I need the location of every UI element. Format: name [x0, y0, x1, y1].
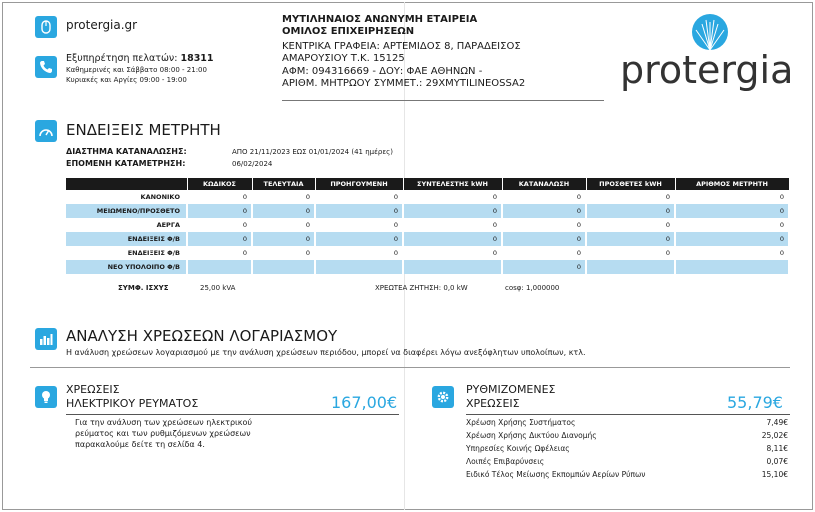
table-cell: 0: [315, 204, 403, 218]
meter-table: [66, 178, 790, 274]
power-value: 25,00 kVA: [200, 284, 236, 292]
table-cell: 0: [586, 190, 675, 204]
service-label: Εξυπηρέτηση πελατών:: [66, 53, 178, 64]
table-cell: 0: [252, 232, 315, 246]
column-header: ΠΡΟΗΓΟΥΜΕΝΗ: [315, 178, 403, 190]
table-cell: 0: [187, 190, 252, 204]
table-cell: 0: [187, 246, 252, 260]
table-cell: 0: [586, 204, 675, 218]
table-cell: 0: [187, 204, 252, 218]
next-reading-value: 06/02/2024: [232, 160, 273, 168]
table-cell: 0: [403, 232, 502, 246]
electricity-note-3: παρακαλούμε δείτε τη σελίδα 4.: [75, 440, 205, 449]
charge-value: 7,49€: [766, 418, 788, 427]
row-label: ΕΝΔΕΙΞΕΙΣ Φ/Β: [66, 232, 187, 246]
charge-label: Χρέωση Χρήσης Συστήματος: [466, 418, 576, 427]
charge-value: 8,11€: [766, 444, 788, 453]
table-cell: 0: [675, 190, 789, 204]
regulated-title-1: ΡΥΘΜΙΖΟΜΕΝΕΣ: [466, 383, 556, 396]
service-number[interactable]: 18311: [180, 53, 214, 64]
table-cell: 0: [586, 232, 675, 246]
regulated-divider: [466, 414, 790, 415]
cosphi-value: cosφ: 1,000000: [505, 284, 560, 292]
table-cell: 0: [315, 246, 403, 260]
list-item: [466, 416, 788, 429]
electricity-title-1: ΧΡΕΩΣΕΙΣ: [66, 383, 120, 396]
table-cell: 0: [403, 246, 502, 260]
row-label: ΚΑΝΟΝΙΚΟ: [66, 190, 187, 204]
demand-value: ΧΡΕΩΤΕΑ ΖΗΤΗΣΗ: 0,0 kW: [375, 284, 468, 292]
row-label: ΜΕΙΩΜΕΝΟ/ΠΡΟΣΘΕΤΟ: [66, 204, 187, 218]
table-row: [66, 246, 789, 260]
list-item: [466, 442, 788, 455]
charge-label: Χρέωση Χρήσης Δικτύου Διανομής: [466, 431, 597, 440]
charge-label: Λοιπές Επιβαρύνσεις: [466, 457, 545, 466]
hours-weekdays: Καθημερινές και Σάββατο 08:00 - 21:00: [66, 66, 207, 74]
table-cell: 0: [252, 246, 315, 260]
table-cell: 0: [675, 246, 789, 260]
mouse-icon: [35, 16, 57, 38]
table-cell: 0: [675, 232, 789, 246]
column-header: ΚΑΤΑΝΑΛΩΣΗ: [502, 178, 586, 190]
table-cell: 0: [502, 246, 586, 260]
gauge-icon: [35, 120, 57, 142]
period-value: ΑΠΟ 21/11/2023 ΕΩΣ 01/01/2024 (41 ημέρες): [232, 148, 393, 156]
analysis-title: ΑΝΑΛΥΣΗ ΧΡΕΩΣΕΩΝ ΛΟΓΑΡΙΑΣΜΟΥ: [66, 327, 338, 345]
table-cell: [675, 260, 789, 274]
table-cell: [315, 260, 403, 274]
column-header: ΣΥΝΤΕΛΕΣΤΗΣ kWH: [403, 178, 502, 190]
row-label: ΝΕΟ ΥΠΟΛΟΙΠΟ Φ/Β: [66, 260, 187, 274]
regulated-title-2: ΧΡΕΩΣΕΙΣ: [466, 397, 520, 410]
table-cell: 0: [403, 204, 502, 218]
table-cell: 0: [403, 218, 502, 232]
table-row: [66, 218, 789, 232]
table-row: [66, 190, 789, 204]
regulated-amount: 55,79€: [727, 393, 783, 412]
charge-value: 25,02€: [761, 431, 788, 440]
table-cell: 0: [315, 232, 403, 246]
list-item: [466, 455, 788, 468]
header-empty: [66, 178, 187, 190]
table-row: [66, 232, 789, 246]
electricity-amount: 167,00€: [331, 393, 398, 412]
analysis-divider: [30, 367, 790, 368]
meter-title: ΕΝΔΕΙΞΕΙΣ ΜΕΤΡΗΤΗ: [66, 121, 221, 139]
electricity-title-2: ΗΛΕΚΤΡΙΚΟΥ ΡΕΥΜΑΤΟΣ: [66, 397, 199, 410]
column-header: ΠΡΟΣΘΕΤΕΣ kWH: [586, 178, 675, 190]
lightbulb-icon: [35, 386, 57, 408]
charge-value: 15,10€: [761, 470, 788, 479]
address-line-1: ΚΕΝΤΡΙΚΑ ΓΡΑΦΕΙΑ: ΑΡΤΕΜΙΔΟΣ 8, ΠΑΡΑΔΕΙΣΟΣ: [282, 41, 521, 52]
table-cell: 0: [315, 218, 403, 232]
company-name: ΜΥΤΙΛΗΝΑΙΟΣ ΑΝΩΝΥΜΗ ΕΤΑΙΡΕΙΑ: [282, 14, 478, 25]
address-line-4: ΑΡΙΘΜ. ΜΗΤΡΩΟΥ ΣΥΜΜΕΤ.: 29XMYTILINEOSSA2: [282, 78, 526, 89]
table-cell: 0: [252, 190, 315, 204]
list-item: [466, 429, 788, 442]
table-cell: [252, 260, 315, 274]
next-reading-label: ΕΠΟΜΕΝΗ ΚΑΤΑΜΕΤΡΗΣΗ:: [66, 159, 186, 168]
electricity-divider: [66, 414, 399, 415]
table-cell: 0: [586, 218, 675, 232]
analysis-subtitle: Η ανάλυση χρεώσεων λογαριασμού με την ανάλυση χρεώσεων περιόδου, μπορεί να διαφέρει λόγω ανεξόφλητων υπολοίπων, κτλ.: [66, 348, 586, 357]
row-label: ΑΕΡΓΑ: [66, 218, 187, 232]
header-divider: [282, 100, 604, 101]
column-header: ΤΕΛΕΥΤΑΙΑ: [252, 178, 315, 190]
table-cell: 0: [502, 260, 586, 274]
table-cell: 0: [252, 218, 315, 232]
bar-chart-icon: [35, 328, 57, 350]
charge-value: 0,07€: [766, 457, 788, 466]
table-cell: 0: [252, 204, 315, 218]
list-item: [466, 468, 788, 481]
table-row: [66, 260, 789, 274]
website-link[interactable]: protergia.gr: [66, 18, 138, 32]
address-line-2: ΑΜΑΡΟΥΣΙΟΥ Τ.Κ. 15125: [282, 53, 405, 64]
meter-table-header: [66, 178, 789, 190]
electricity-note-1: Για την ανάλυση των χρεώσεων ηλεκτρικού: [75, 418, 252, 427]
table-row: [66, 204, 789, 218]
table-cell: 0: [502, 232, 586, 246]
logo-text: protergia: [620, 48, 794, 92]
regulated-list: [466, 416, 788, 481]
table-cell: 0: [403, 190, 502, 204]
column-header: ΚΩΔΙΚΟΣ: [187, 178, 252, 190]
company-sub: ΟΜΙΛΟΣ ΕΠΙΧΕΙΡΗΣΕΩΝ: [282, 26, 415, 37]
table-cell: 0: [187, 232, 252, 246]
period-label: ΔΙΑΣΤΗΜΑ ΚΑΤΑΝΑΛΩΣΗΣ:: [66, 147, 187, 156]
table-cell: 0: [502, 204, 586, 218]
phone-icon: [35, 56, 57, 78]
address-line-3: ΑΦΜ: 094316669 - ΔΟΥ: ΦΑΕ ΑΘΗΝΩΝ -: [282, 66, 483, 77]
table-cell: 0: [586, 246, 675, 260]
table-cell: 0: [675, 218, 789, 232]
charge-label: Υπηρεσίες Κοινής Ωφέλειας: [466, 444, 570, 453]
table-cell: [586, 260, 675, 274]
column-header: ΑΡΙΘΜΟΣ ΜΕΤΡΗΤΗ: [675, 178, 789, 190]
customer-service: [66, 53, 214, 64]
table-cell: [187, 260, 252, 274]
table-cell: 0: [315, 190, 403, 204]
table-cell: 0: [502, 190, 586, 204]
table-cell: [403, 260, 502, 274]
gear-icon: [432, 386, 454, 408]
table-cell: 0: [187, 218, 252, 232]
electricity-note-2: ρεύματος και των ρυθμιζόμενων χρεώσεων: [75, 429, 251, 438]
charge-label: Ειδικό Τέλος Μείωσης Εκπομπών Αερίων Ρύπων: [466, 470, 646, 479]
table-cell: 0: [502, 218, 586, 232]
hours-weekend: Κυριακές και Αργίες 09:00 - 19:00: [66, 76, 187, 84]
power-label: ΣΥΜΦ. ΙΣΧΥΣ: [118, 284, 169, 292]
table-cell: 0: [675, 204, 789, 218]
row-label: ΕΝΔΕΙΞΕΙΣ Φ/Β: [66, 246, 187, 260]
